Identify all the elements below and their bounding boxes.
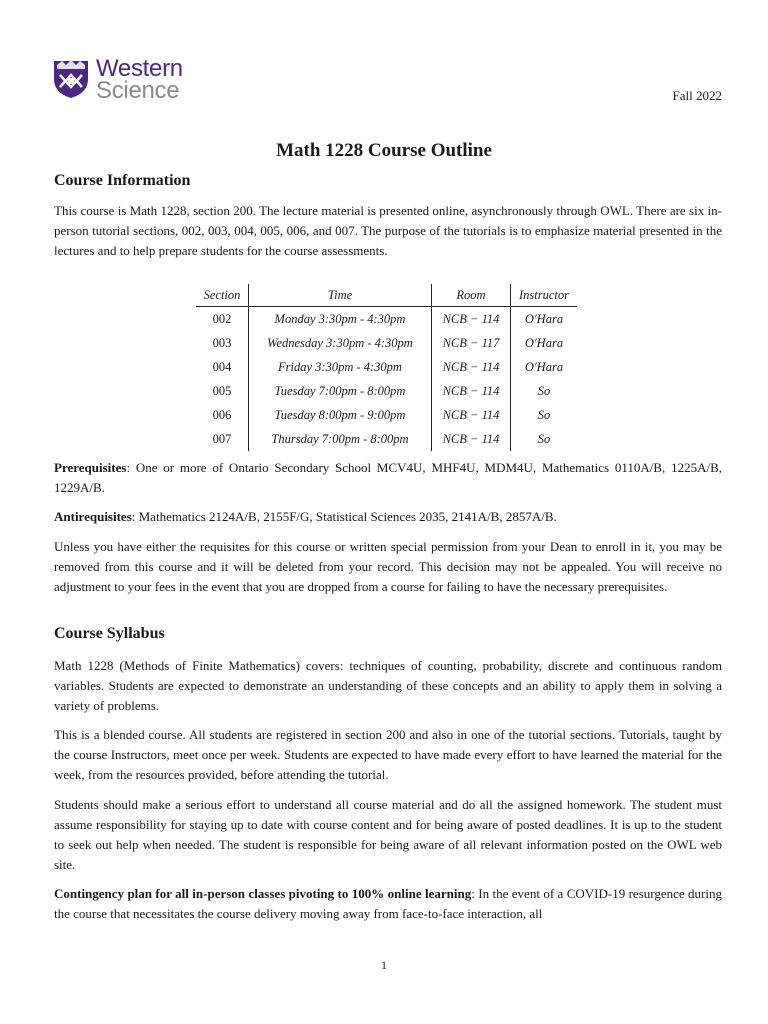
cell-section: 005 <box>196 379 249 403</box>
table-row <box>196 403 577 427</box>
western-science-logo <box>52 57 192 105</box>
cell-section: 007 <box>196 427 249 451</box>
cell-time: Monday 3:30pm - 4:30pm <box>249 307 432 332</box>
prerequisites-paragraph <box>54 458 722 498</box>
header-section: Section <box>196 284 249 307</box>
logo-line-western: Western <box>96 55 183 82</box>
page-title: Math 1228 Course Outline <box>276 140 492 161</box>
cell-room: NCB − 114 <box>432 355 511 379</box>
cell-room: NCB − 114 <box>432 307 511 332</box>
cell-section: 006 <box>196 403 249 427</box>
prerequisites-label: Prerequisites <box>54 460 127 475</box>
table-row <box>196 379 577 403</box>
western-crest-icon <box>52 57 90 99</box>
table-header-row <box>196 284 577 307</box>
syllabus-paragraph-2: This is a blended course. All students are registered in section 200 and also in one of the tutorial sections. Tutorials, taught by the course Instructors, meet once per week. Students are expected to have made every effort to have learned the material for the week, from the resources provided, before attending the tutorial. <box>54 727 722 782</box>
header-time: Time <box>249 284 432 307</box>
syllabus-paragraph-3: Students should make a serious effort to understand all course material and do all the assigned homework. The student must assume responsibility for staying up to date with course content and for being aware of posted deadlines. It is up to the student to seek out help when needed. The student is responsible for being aware of all relevant information posted on the OWL web site. <box>54 797 722 872</box>
header-instructor: Instructor <box>511 284 578 307</box>
syllabus-paragraph-1: Math 1228 (Methods of Finite Mathematics) covers: techniques of counting, probability, discrete and continuous random variables. Students are expected to demonstrate an understanding of these concepts and an ability to apply them in solving a variety of problems. <box>54 658 722 713</box>
logo-wordmark <box>96 57 183 103</box>
contingency-text: : In the event of a COVID-19 resurgence during the course that necessitates the course delivery moving away from face-to-face interaction, all <box>54 886 723 921</box>
prerequisites-text: : One or more of Ontario Secondary School MCV4U, MHF4U, MDM4U, Mathematics 0110A/B, 1225A/B, 1229A/B. <box>54 460 722 495</box>
cell-room: NCB − 114 <box>432 403 511 427</box>
page-number: 1 <box>381 958 387 972</box>
cell-instructor: So <box>537 431 551 446</box>
cell-room: NCB − 114 <box>432 427 511 451</box>
cell-time: Thursday 7:00pm - 8:00pm <box>249 427 432 451</box>
cell-time: Tuesday 8:00pm - 9:00pm <box>249 403 432 427</box>
section-heading-course-syllabus: Course Syllabus <box>54 625 165 642</box>
table-row <box>196 427 577 451</box>
cell-instructor: O′Hara <box>524 311 564 326</box>
header-room: Room <box>432 284 511 307</box>
antirequisites-label: Antirequisites <box>54 509 132 524</box>
tutorial-sections-table <box>196 284 577 451</box>
course-intro-paragraph: This course is Math 1228, section 200. The lecture material is presented online, asynchronously through OWL. There are six in-person tutorial sections, 002, 003, 004, 005, 006, and 007. The purpose of the tutorials is to emphasize material presented in the lectures and to help prepare students for the course assessments. <box>54 203 722 258</box>
cell-time: Wednesday 3:30pm - 4:30pm <box>249 331 432 355</box>
cell-section: 002 <box>196 307 249 332</box>
cell-room: NCB − 117 <box>432 331 511 355</box>
cell-section: 004 <box>196 355 249 379</box>
cell-room: NCB − 114 <box>432 379 511 403</box>
cell-instructor: O′Hara <box>524 359 564 374</box>
antirequisites-paragraph <box>54 507 722 527</box>
contingency-paragraph <box>54 884 722 924</box>
table-row <box>196 331 577 355</box>
antirequisites-text: : Mathematics 2124A/B, 2155F/G, Statistical Sciences 2035, 2141A/B, 2857A/B. <box>131 509 557 524</box>
logo-line-science: Science <box>96 77 180 104</box>
cell-section: 003 <box>196 331 249 355</box>
cell-time: Friday 3:30pm - 4:30pm <box>249 355 432 379</box>
table-row <box>196 307 577 332</box>
section-heading-course-information: Course Information <box>54 172 191 189</box>
contingency-label: Contingency plan for all in-person classes pivoting to 100% online learning <box>54 886 472 901</box>
cell-instructor: O′Hara <box>524 335 564 350</box>
term-label: Fall 2022 <box>672 88 722 103</box>
cell-time: Tuesday 7:00pm - 8:00pm <box>249 379 432 403</box>
cell-instructor: So <box>537 383 551 398</box>
enrollment-warning-paragraph: Unless you have either the requisites for this course or written special permission from your Dean to enroll in it, you may be removed from this course and it will be deleted from your record. This decision may not be appealed. You will receive no adjustment to your fees in the event that you are dropped from a course for failing to have the necessary prerequisites. <box>54 539 722 594</box>
cell-instructor: So <box>537 407 551 422</box>
table-row <box>196 355 577 379</box>
